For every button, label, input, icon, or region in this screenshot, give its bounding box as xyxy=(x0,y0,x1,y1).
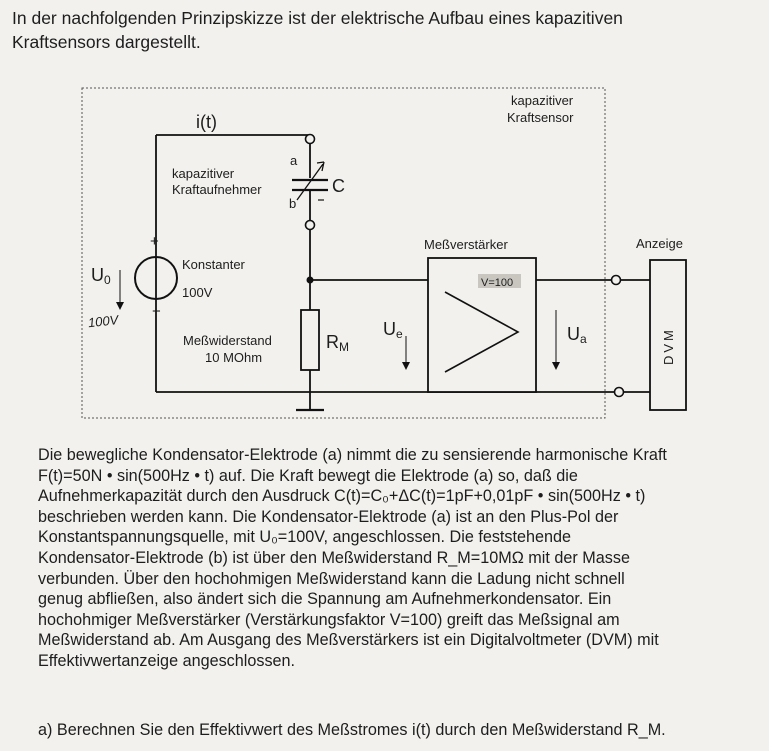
gain-label: V=100 xyxy=(481,277,514,289)
pickup-label-line-1: kapazitiver xyxy=(172,166,235,181)
sensor-label-line-2: Kraftsensor xyxy=(507,110,574,125)
ue-label: Ue xyxy=(383,319,403,341)
output-terminal-bottom xyxy=(615,388,624,397)
plus-pole-label: + xyxy=(150,233,159,250)
intro-line-1: In der nachfolgenden Prinzipskizze ist der elektrische Aufbau eines kapazitiven xyxy=(12,8,623,28)
resistor-label: Meßwiderstand xyxy=(183,333,272,348)
rm-label: RM xyxy=(326,332,349,354)
u0-label: U0 xyxy=(91,265,111,287)
description-line-11: Effektivwertanzeige angeschlossen. xyxy=(38,651,296,670)
description-line-10: Meßwiderstand ab. Am Ausgang des Meßverstärkers ist ein Digitalvoltmeter (DVM) mit xyxy=(38,631,659,650)
electrode-b-label: b xyxy=(289,196,297,211)
source-value-label: 100V xyxy=(182,285,213,300)
resistor-value-label: 10 MOhm xyxy=(205,350,263,365)
amplifier-label: Meßverstärker xyxy=(424,237,508,252)
ua-label: Ua xyxy=(567,324,587,346)
terminal-a xyxy=(306,135,315,144)
output-terminal-top xyxy=(612,276,621,285)
minus-pole-label: − xyxy=(152,303,161,320)
pickup-label-line-2: Kraftaufnehmer xyxy=(172,182,262,197)
display-label: Anzeige xyxy=(636,236,683,251)
current-label: i(t) xyxy=(196,112,217,132)
description-line-8: genug abfließen, also ändert sich die Spannung am Aufnehmerkondensator. Ein xyxy=(38,590,612,609)
sensor-label-line-1: kapazitiver xyxy=(511,93,574,108)
capacitor-label: C xyxy=(332,176,345,196)
description-line-9: hochohmiger Meßverstärker (Verstärkungsfaktor V=100) greift das Meßsignal am xyxy=(38,610,620,629)
source-label: Konstanter xyxy=(182,257,245,272)
description-line-4: beschrieben werden kann. Die Kondensator-Elektrode (a) ist an den Plus-Pol der xyxy=(38,507,619,526)
ua-arrow-head xyxy=(552,362,560,370)
description-line-6: Kondensator-Elektrode (b) ist über den Meßwiderstand R_M=10MΩ mit der Masse xyxy=(38,548,630,567)
dvm-label: DVM xyxy=(661,327,676,365)
description-line-2: F(t)=50N • sin(500Hz • t) auf. Die Kraft bewegt die Elektrode (a) so, daß die xyxy=(38,466,578,485)
electrode-a-label: a xyxy=(290,153,298,168)
intro-line-2: Kraftsensors dargestellt. xyxy=(12,32,201,52)
u0-arrow-head xyxy=(116,302,124,310)
description-line-3: Aufnehmerkapazität durch den Ausdruck C(t)=C₀+ΔC(t)=1pF+0,01pF • sin(500Hz • t) xyxy=(38,487,646,506)
resistor-symbol xyxy=(301,310,319,370)
question-a: a) Berechnen Sie den Effektivwert des Meßstromes i(t) durch den Meßwiderstand R_M. xyxy=(38,721,666,739)
capacitor-arrow-tip-2 xyxy=(322,162,324,171)
ue-arrow-head xyxy=(402,362,410,370)
description-line-7: verbunden. Über den hochohmigen Meßwiderstand kann die Ladung nicht schnell xyxy=(38,569,625,588)
task-description xyxy=(38,445,753,672)
capacitor-arrow-tip-1 xyxy=(317,162,324,163)
description-line-5: Konstantspannungsquelle, mit U₀=100V, angeschlossen. Die feststehende xyxy=(38,528,572,547)
description-line-1: Die bewegliche Kondensator-Elektrode (a) nimmt die zu sensierende harmonische Kraft xyxy=(38,446,667,464)
u0-handwritten-note: 100V xyxy=(87,312,120,331)
terminal-b xyxy=(306,221,315,230)
